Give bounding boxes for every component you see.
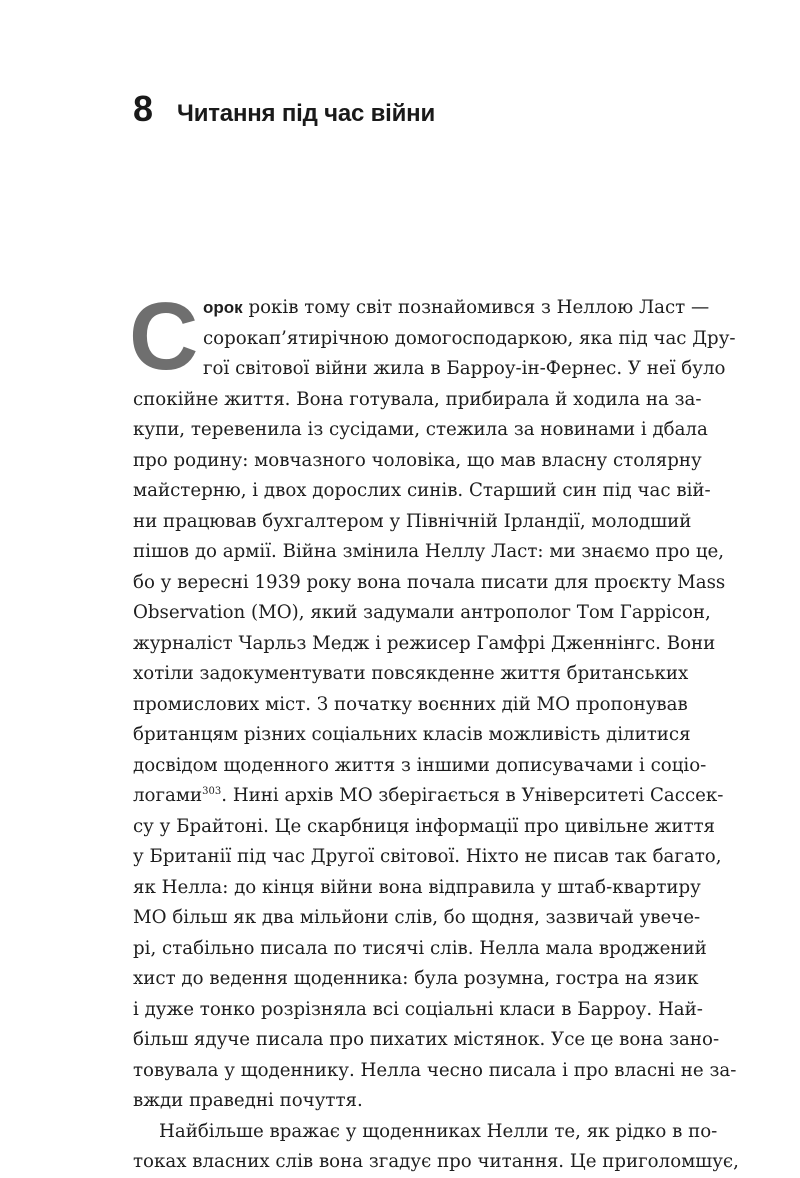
text-line (133, 354, 726, 385)
text-line (133, 1117, 718, 1148)
text-line-content: промислових міст. З початку воєнних дій МО пропонував (133, 693, 688, 715)
text-line-content: як Нелла: до кінця війни вона відправила у штаб-квартиру (133, 876, 701, 898)
text-line (133, 903, 701, 934)
text-line-content: років тому світ познайомився з Неллою Ласт — (248, 297, 710, 318)
text-line (133, 1086, 673, 1117)
text-line-content: МО більш як два мільйони слів, бо щодня, зазвичай увече- (133, 907, 701, 928)
text-line (133, 1056, 737, 1087)
text-line-content: досвідом щоденного життя з іншими дописувачами і соціо- (133, 754, 707, 776)
text-line (133, 720, 691, 751)
text-line (133, 873, 701, 904)
text-line-content: пішов до армії. Війна змінила Неллу Ласт: ми знаємо про це, (133, 541, 725, 562)
text-line-content: у Британії під час Другої світової. Ніхто не писав так багато, (133, 846, 722, 867)
text-line-content: спокійне життя. Вона готувала, прибирала й ходила на за- (133, 388, 702, 410)
text-line (133, 781, 724, 812)
text-line (133, 446, 702, 477)
text-line (133, 842, 722, 873)
text-line-content: Найбільше вражає у щоденниках Нелли те, як рідко в по- (159, 1120, 718, 1142)
text-line-content: бо у вересні 1939 року вона почала писати для проєкту Mass (133, 571, 726, 593)
chapter-number: 8 (133, 88, 154, 129)
text-line (133, 507, 692, 538)
text-line-content: гої світової війни жила в Барроу-ін-Фернес. У неї було (203, 358, 726, 379)
body-text (129, 283, 739, 1178)
text-line-content: і дуже тонко розрізняла всі соціальні класи в Барроу. Най- (133, 998, 703, 1020)
text-line (133, 476, 711, 507)
text-line-content: Observation (МО), який задумали антрополог Том Гаррісон, (133, 602, 711, 623)
text-line-content: товувала у щоденнику. Нелла чесно писала і про власні не за- (133, 1059, 737, 1081)
text-line (133, 385, 702, 416)
text-line (133, 1147, 739, 1178)
text-line (133, 415, 708, 446)
text-line-content: більш ядуче писала про пихатих містянок. Усе це вона зано- (133, 1029, 720, 1050)
text-line (133, 934, 707, 965)
text-line (133, 812, 716, 843)
text-line (133, 598, 711, 629)
lead-in-word: орок (203, 298, 243, 317)
text-line-content: рі, стабільно писала по тисячі слів. Нелла мала вроджений (133, 937, 707, 959)
text-line (133, 659, 689, 690)
text-line (133, 324, 736, 355)
text-line (133, 751, 707, 782)
text-line-content: вжди праведні почуття. (133, 1090, 363, 1111)
text-line (133, 1025, 720, 1056)
text-line-content: токах власних слів вона згадує про читання. Це приголомшує, (133, 1151, 739, 1172)
footnote-reference: 303 (202, 786, 222, 797)
text-line-content: хотіли задокументувати повсякденне життя британських (133, 663, 689, 684)
text-line-content: хист до ведення щоденника: була розумна, гостра на язик (133, 968, 699, 989)
text-line-content: майстерню, і двох дорослих синів. Старший син під час вій- (133, 480, 711, 501)
text-line (133, 964, 699, 995)
text-line-content: журналіст Чарльз Медж і режисер Гамфрі Дженнінгс. Вони (133, 632, 716, 654)
text-line (133, 537, 725, 568)
text-line (133, 690, 688, 721)
text-line-content: ни працював бухгалтером у Північній Ірландії, молодший (133, 510, 692, 532)
text-line-content: логами (133, 785, 203, 806)
text-line (133, 293, 710, 324)
text-line (133, 995, 703, 1026)
text-line (133, 568, 726, 599)
text-line-content: про родину: мовчазного чоловіка, що мав власну столярну (133, 449, 702, 471)
text-line (133, 629, 716, 660)
text-line-content: купи, теревенила із сусідами, стежила за новинами і дбала (133, 419, 708, 440)
chapter-title: Читання під час війни (177, 100, 436, 127)
chapter-heading (133, 88, 435, 130)
text-line-content: . Нині архів МО зберігається в Університеті Сассек- (221, 785, 724, 806)
drop-cap: С (129, 283, 199, 390)
text-line-content: сорокап’ятирічною домогосподаркою, яка під час Дру- (203, 327, 736, 349)
text-line-content: британцям різних соціальних класів можливість ділитися (133, 724, 691, 745)
text-line-content: су у Брайтоні. Це скарбниця інформації про цивільне життя (133, 815, 716, 837)
